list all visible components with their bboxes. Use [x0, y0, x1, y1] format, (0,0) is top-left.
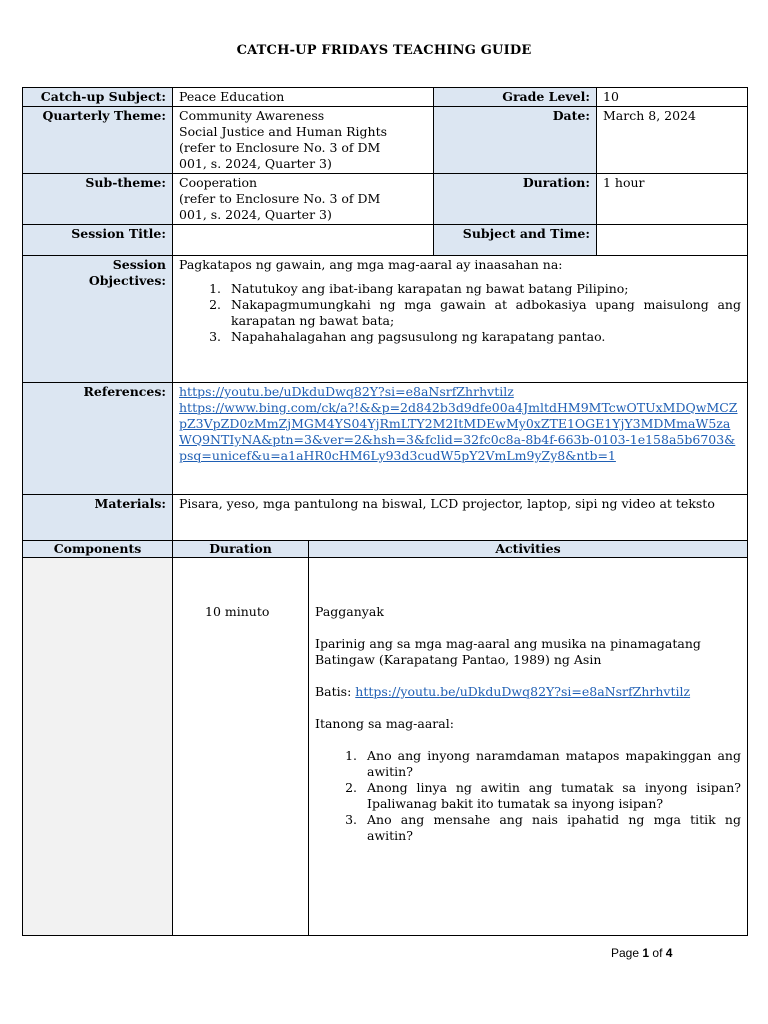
duration-label: Duration:: [434, 174, 597, 225]
question-item: 3. Ano ang mensahe ang nais ipahatid ng mga titik ng awitin?: [361, 812, 741, 844]
grade-label: Grade Level:: [434, 88, 597, 107]
objective-item: 1. Natutukoy ang ibat-ibang karapatan ng bawat batang Pilipino;: [225, 281, 741, 297]
duration-header: Duration: [173, 541, 309, 558]
session-title-value: [173, 225, 434, 256]
theme-line: Social Justice and Human Rights: [179, 124, 388, 139]
activity-paragraph: Iparinig ang sa mga mag-aaral ang musika na pinamagatang Batingaw (Karapatang Pantao, 1989) ng Asin: [315, 636, 701, 667]
components-header: Components: [23, 541, 173, 558]
components-table: [22, 540, 748, 936]
subtheme-label: Sub-theme:: [23, 174, 173, 225]
page-title: CATCH-UP FRIDAYS TEACHING GUIDE: [236, 43, 532, 58]
info-table: [22, 87, 748, 550]
theme-value: [173, 107, 434, 174]
objectives-label-line: Objectives:: [88, 273, 166, 288]
page-of: of: [652, 946, 663, 960]
questions-intro: Itanong sa mag-aaral:: [315, 716, 454, 731]
question-item: 2. Anong linya ng awitin ang tumatak sa inyong isipan? Ipaliwanag bakit ito tumatak sa inyong isipan?: [361, 780, 741, 812]
references-cell: [173, 383, 748, 495]
page-word: Page: [611, 946, 640, 960]
subtheme-line: 001, s. 2024, Quarter 3): [179, 207, 332, 222]
theme-line: 001, s. 2024, Quarter 3): [179, 156, 332, 171]
objective-item: 2. Nakapagmumungkahi ng mga gawain at adbokasiya upang maisulong ang karapatan ng bawat bata;: [225, 297, 741, 329]
theme-line: (refer to Enclosure No. 3 of DM: [179, 140, 381, 155]
objectives-label-line: Session: [112, 257, 166, 272]
objectives-list: [179, 281, 741, 345]
duration-value: 1 hour: [597, 174, 748, 225]
source-label: Batis:: [315, 684, 356, 699]
question-item: 1. Ano ang inyong naramdaman matapos mapakinggan ang awitin?: [361, 748, 741, 780]
objectives-intro: Pagkatapos ng gawain, ang mga mag-aaral ay inaasahan na:: [179, 257, 563, 272]
date-label: Date:: [434, 107, 597, 174]
materials-label: Materials:: [23, 495, 173, 550]
objectives-cell: [173, 256, 748, 383]
subject-label: Catch-up Subject:: [23, 88, 173, 107]
component-cell: [23, 558, 173, 936]
page-footer: [611, 946, 672, 960]
references-label: References:: [23, 383, 173, 495]
reference-link[interactable]: https://youtu.be/uDkduDwq82Y?si=e8aNsrfZhrhvtilz: [179, 384, 514, 399]
reference-link[interactable]: https://www.bing.com/ck/a?!&&p=2d842b3d9dfe00a4JmltdHM9MTcwOTUxMDQwMCZpZ3VpZD0zMmZjMGM4YS04YjRmLTY2M2ItMDEwMy0xZTE1OGE1YjY3MDMmaW5zaWQ9NTIyNA&ptn=3&ver=2&hsh=3&fclid=32fc0c8a-8b4f-663b-0103-1e158a5b6703&psq=unicef&u=a1aHR0cHM6Ly93d3cudW5pY2VmLm9yZy8&ntb=1: [179, 400, 738, 463]
source-link[interactable]: https://youtu.be/uDkduDwq82Y?si=e8aNsrfZhrhvtilz: [355, 684, 691, 699]
duration-cell: [173, 558, 309, 936]
subject-time-value: [597, 225, 748, 256]
page-total: 4: [665, 946, 673, 960]
subject-value: Peace Education: [173, 88, 434, 107]
subject-time-label: Subject and Time:: [434, 225, 597, 256]
session-title-label: Session Title:: [23, 225, 173, 256]
questions-list: [315, 748, 741, 844]
theme-line: Community Awareness: [179, 108, 325, 123]
theme-label: Quarterly Theme:: [23, 107, 173, 174]
grade-value: 10: [597, 88, 748, 107]
subtheme-value: [173, 174, 434, 225]
subtheme-line: Cooperation: [179, 175, 258, 190]
duration-value: 10 minuto: [205, 604, 270, 619]
date-value: March 8, 2024: [597, 107, 748, 174]
materials-value: Pisara, yeso, mga pantulong na biswal, LCD projector, laptop, sipi ng video at teksto: [173, 495, 748, 550]
objectives-label: [23, 256, 173, 383]
activity-source: [315, 684, 741, 700]
objective-item: 3. Napahahalagahan ang pagsusulong ng karapatang pantao.: [225, 329, 741, 345]
activity-title: Pagganyak: [315, 604, 384, 619]
subtheme-line: (refer to Enclosure No. 3 of DM: [179, 191, 381, 206]
activities-cell: [309, 558, 748, 936]
activities-header: Activities: [309, 541, 748, 558]
page-current: 1: [642, 946, 650, 960]
